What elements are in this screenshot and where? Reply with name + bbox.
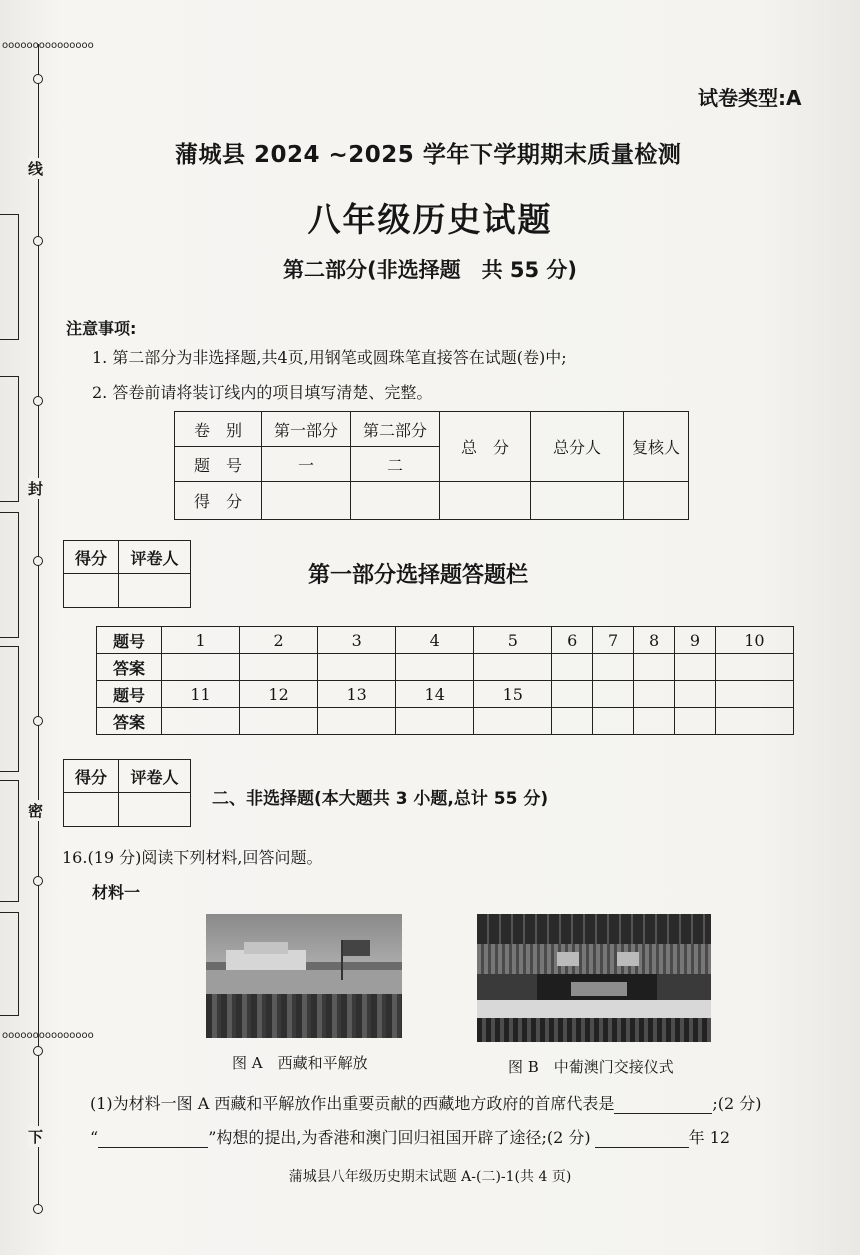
question-number: 1	[162, 627, 240, 654]
question-number: 13	[318, 681, 396, 708]
grader-label: 评卷人	[119, 541, 191, 574]
answer-blank[interactable]	[98, 1128, 208, 1148]
score-label: 得分	[64, 541, 119, 574]
score-cell-reviewer[interactable]	[624, 482, 689, 520]
question-number-label: 题号	[97, 627, 162, 654]
score-input-cell[interactable]	[64, 574, 119, 608]
exam-title: 蒲城县 2024 ~2025 学年下学期期末质量检测	[175, 142, 682, 168]
figure-b-photo	[477, 914, 711, 1042]
score-cell-part1[interactable]	[262, 482, 351, 520]
answer-cell[interactable]	[593, 708, 634, 735]
question-text: 年 12	[688, 1128, 731, 1147]
binding-circle	[33, 1046, 43, 1056]
question-number: 11	[162, 681, 240, 708]
question-text: ;(2 分)	[712, 1094, 762, 1113]
answer-cell[interactable]	[634, 654, 675, 681]
binding-word-xia: 下	[28, 1128, 44, 1146]
answer-cell[interactable]	[162, 654, 240, 681]
score-box	[63, 540, 191, 608]
page-footer: 蒲城县八年级历史期末试题 A-(二)-1(共 4 页)	[288, 1169, 572, 1185]
grader-input-cell[interactable]	[119, 793, 191, 827]
figure-b-caption: 图 B 中葡澳门交接仪式	[508, 1058, 674, 1076]
question-number	[593, 681, 634, 708]
score-label: 得分	[64, 760, 119, 793]
answer-table-row	[97, 708, 794, 735]
answer-cell[interactable]	[593, 654, 634, 681]
question-number: 2	[240, 627, 318, 654]
answer-label: 答案	[97, 708, 162, 735]
answer-label: 答案	[97, 654, 162, 681]
score-cell-part2[interactable]	[351, 482, 440, 520]
summary-total: 总 分	[440, 412, 531, 482]
binding-word-xian: 线	[28, 160, 44, 178]
answer-cell[interactable]	[715, 654, 793, 681]
binding-circle	[33, 74, 43, 84]
answer-table	[96, 626, 794, 735]
binding-word-mi: 密	[28, 802, 44, 820]
question-16: 16.(19 分)阅读下列材料,回答问题。	[62, 848, 323, 867]
binding-field-box[interactable]	[0, 780, 19, 902]
question-text: “	[90, 1128, 99, 1147]
exam-subtitle: 八年级历史试题	[307, 200, 553, 239]
question-text: (1)为材料一图 A 西藏和平解放作出重要贡献的西藏地方政府的首席代表是	[90, 1094, 615, 1113]
answer-cell[interactable]	[715, 708, 793, 735]
paper-type: 试卷类型:A	[698, 86, 802, 110]
question-number	[674, 681, 715, 708]
question-number: 5	[474, 627, 552, 654]
summary-row-label: 题 号	[175, 447, 262, 482]
summary-totaler: 总分人	[531, 412, 624, 482]
score-box	[63, 759, 191, 827]
question-number: 9	[674, 627, 715, 654]
material-1-label: 材料一	[92, 883, 141, 902]
binding-holes-top: ooooooooooooooo	[2, 40, 94, 51]
score-cell-total[interactable]	[440, 482, 531, 520]
question-number: 8	[634, 627, 675, 654]
answer-cell[interactable]	[162, 708, 240, 735]
summary-part1: 第一部分	[262, 412, 351, 447]
binding-circle	[33, 396, 43, 406]
answer-section-title: 第一部分选择题答题栏	[308, 563, 529, 588]
answer-cell[interactable]	[552, 654, 593, 681]
binding-word-feng: 封	[28, 480, 44, 498]
answer-cell[interactable]	[474, 654, 552, 681]
summary-row-label: 卷 别	[175, 412, 262, 447]
figure-a-photo	[206, 914, 402, 1038]
summary-part2: 第二部分	[351, 412, 440, 447]
binding-holes-bottom: ooooooooooooooo	[2, 1030, 94, 1041]
score-cell-totaler[interactable]	[531, 482, 624, 520]
question-number	[715, 681, 793, 708]
binding-circle	[33, 716, 43, 726]
answer-table-row	[97, 681, 794, 708]
answer-cell[interactable]	[318, 654, 396, 681]
score-input-cell[interactable]	[64, 793, 119, 827]
answer-cell[interactable]	[674, 708, 715, 735]
summary-num2: 二	[351, 447, 440, 482]
figure-a-caption: 图 A 西藏和平解放	[232, 1054, 368, 1072]
part-heading: 第二部分(非选择题 共 55 分)	[282, 258, 578, 282]
sub-question-1-line-2	[90, 1125, 730, 1148]
question-number: 12	[240, 681, 318, 708]
notes-heading: 注意事项:	[66, 319, 137, 338]
answer-blank[interactable]	[614, 1094, 712, 1114]
question-number	[552, 681, 593, 708]
answer-table-row	[97, 654, 794, 681]
question-number: 3	[318, 627, 396, 654]
note-item: 2. 答卷前请将装订线内的项目填写清楚、完整。	[92, 383, 433, 402]
binding-circle	[33, 876, 43, 886]
question-number-label: 题号	[97, 681, 162, 708]
answer-cell[interactable]	[396, 654, 474, 681]
answer-cell[interactable]	[240, 654, 318, 681]
answer-blank[interactable]	[595, 1128, 689, 1148]
question-number: 10	[715, 627, 793, 654]
question-number: 7	[593, 627, 634, 654]
grader-input-cell[interactable]	[119, 574, 191, 608]
binding-field-box[interactable]	[0, 376, 19, 502]
answer-cell[interactable]	[474, 708, 552, 735]
question-number: 15	[474, 681, 552, 708]
summary-num1: 一	[262, 447, 351, 482]
summary-reviewer: 复核人	[624, 412, 689, 482]
binding-circle	[33, 556, 43, 566]
answer-cell[interactable]	[240, 708, 318, 735]
question-text: ”构想的提出,为香港和澳门回归祖国开辟了途径;(2 分)	[208, 1128, 591, 1147]
summary-table	[174, 411, 689, 520]
answer-cell[interactable]	[318, 708, 396, 735]
section2-heading: 二、非选择题(本大题共 3 小题,总计 55 分)	[212, 789, 549, 809]
answer-cell[interactable]	[674, 654, 715, 681]
binding-field-box[interactable]	[0, 912, 19, 1016]
question-number	[634, 681, 675, 708]
question-number: 14	[396, 681, 474, 708]
answer-cell[interactable]	[634, 708, 675, 735]
sub-question-1-line-1	[90, 1091, 762, 1114]
note-item: 1. 第二部分为非选择题,共4页,用钢笔或圆珠笔直接答在试题(卷)中;	[92, 348, 567, 367]
grader-label: 评卷人	[119, 760, 191, 793]
binding-circle	[33, 1204, 43, 1214]
answer-cell[interactable]	[396, 708, 474, 735]
question-number: 4	[396, 627, 474, 654]
question-number: 6	[552, 627, 593, 654]
summary-row-label: 得 分	[175, 482, 262, 520]
binding-field-box[interactable]	[0, 646, 19, 772]
binding-field-box[interactable]	[0, 512, 19, 638]
answer-cell[interactable]	[552, 708, 593, 735]
answer-table-row	[97, 627, 794, 654]
